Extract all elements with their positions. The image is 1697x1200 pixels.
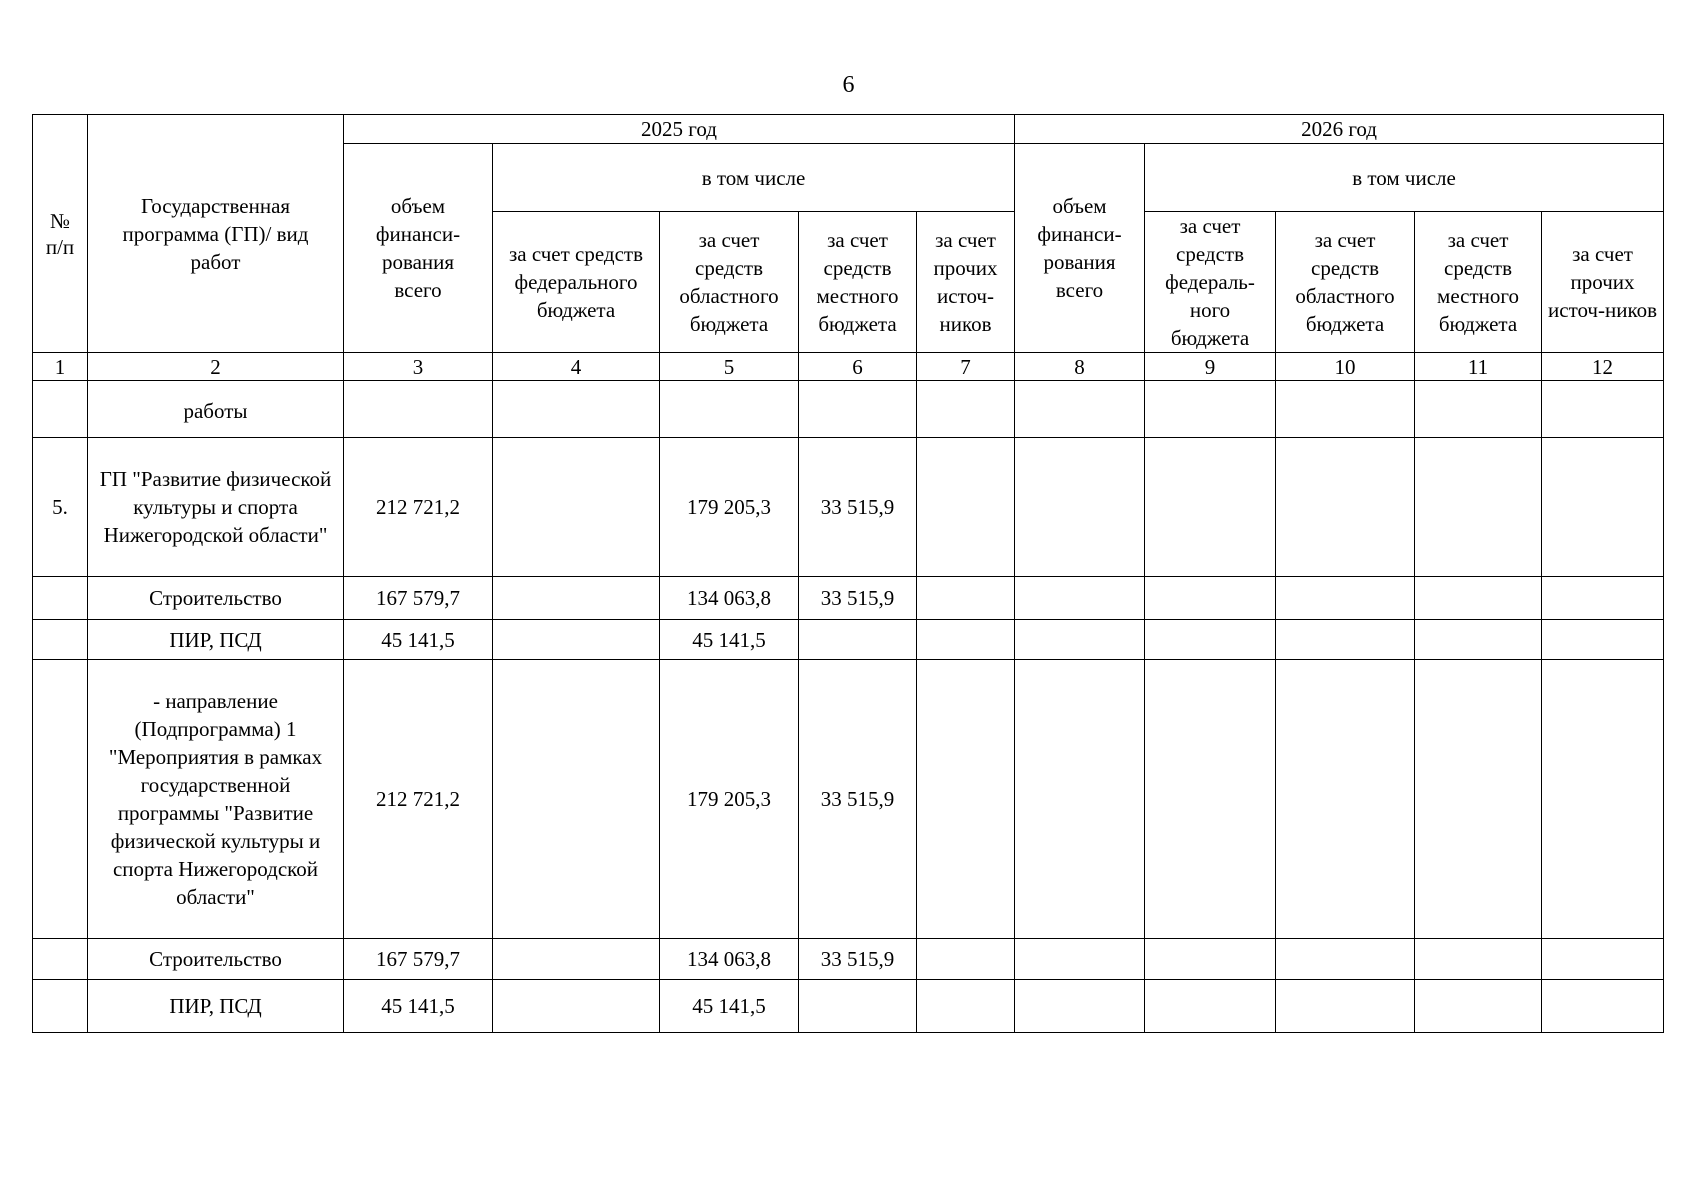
table-row [33, 381, 1664, 438]
cell-other-2026 [1542, 660, 1664, 939]
cell-federal-2026 [1145, 620, 1276, 660]
cell-regional-2025: 134 063,8 [660, 939, 799, 980]
cell-regional-2025: 134 063,8 [660, 577, 799, 620]
column-number: 3 [344, 353, 493, 381]
cell-federal-2025 [493, 438, 660, 577]
row-number [33, 939, 88, 980]
row-number [33, 381, 88, 438]
cell-other-2025 [917, 438, 1015, 577]
cell-federal-2026 [1145, 381, 1276, 438]
table-row [33, 939, 1664, 980]
cell-other-2026 [1542, 620, 1664, 660]
cell-federal-2026 [1145, 577, 1276, 620]
column-number: 6 [799, 353, 917, 381]
cell-regional-2026 [1276, 620, 1415, 660]
cell-local-2025: 33 515,9 [799, 577, 917, 620]
header-local-2026: за счет средств местного бюджета [1415, 212, 1542, 353]
cell-federal-2025 [493, 381, 660, 438]
cell-local-2026 [1415, 660, 1542, 939]
cell-regional-2026 [1276, 381, 1415, 438]
cell-local-2026 [1415, 980, 1542, 1033]
cell-total-2026 [1015, 939, 1145, 980]
header-local-2025: за счет средств местного бюджета [799, 212, 917, 353]
header-total-2025: объем финанси-рования всего [344, 144, 493, 353]
table-row [33, 438, 1664, 577]
column-number: 5 [660, 353, 799, 381]
row-number [33, 980, 88, 1033]
cell-other-2026 [1542, 939, 1664, 980]
cell-regional-2025: 45 141,5 [660, 980, 799, 1033]
cell-total-2026 [1015, 381, 1145, 438]
column-number-row [33, 353, 1664, 381]
cell-total-2026 [1015, 438, 1145, 577]
row-name: Строительство [88, 939, 344, 980]
cell-local-2025 [799, 381, 917, 438]
cell-regional-2026 [1276, 660, 1415, 939]
table-row [33, 577, 1664, 620]
row-name: ПИР, ПСД [88, 980, 344, 1033]
cell-total-2025: 167 579,7 [344, 577, 493, 620]
cell-total-2025: 45 141,5 [344, 980, 493, 1033]
cell-other-2026 [1542, 438, 1664, 577]
header-regional-2026: за счет средств областного бюджета [1276, 212, 1415, 353]
cell-local-2026 [1415, 620, 1542, 660]
column-number: 2 [88, 353, 344, 381]
cell-federal-2025 [493, 577, 660, 620]
cell-total-2026 [1015, 660, 1145, 939]
cell-total-2026 [1015, 980, 1145, 1033]
row-name: работы [88, 381, 344, 438]
header-total-2026: объем финанси-рования всего [1015, 144, 1145, 353]
cell-local-2025 [799, 980, 917, 1033]
cell-regional-2026 [1276, 438, 1415, 577]
header-including-2025: в том числе [493, 144, 1015, 212]
cell-local-2025: 33 515,9 [799, 660, 917, 939]
cell-total-2026 [1015, 620, 1145, 660]
table-row [33, 980, 1664, 1033]
header-other-2025: за счет прочих источ-ников [917, 212, 1015, 353]
cell-other-2025 [917, 620, 1015, 660]
financing-table [32, 114, 1664, 1033]
header-regional-2025: за счет средств областного бюджета [660, 212, 799, 353]
cell-total-2025: 212 721,2 [344, 660, 493, 939]
cell-other-2026 [1542, 980, 1664, 1033]
column-number: 10 [1276, 353, 1415, 381]
row-name: - направление (Подпрограмма) 1 "Мероприятия в рамках государственной программы "Развитие физической культуры и спорта Нижегородской области" [88, 660, 344, 939]
cell-local-2026 [1415, 939, 1542, 980]
header-program: Государственная программа (ГП)/ вид работ [88, 115, 344, 353]
header-other-2026: за счет прочих источ-ников [1542, 212, 1664, 353]
column-number: 8 [1015, 353, 1145, 381]
cell-local-2026 [1415, 438, 1542, 577]
header-year-2026: 2026 год [1015, 115, 1664, 144]
cell-regional-2025: 179 205,3 [660, 438, 799, 577]
table-row [33, 660, 1664, 939]
cell-total-2026 [1015, 577, 1145, 620]
cell-local-2025: 33 515,9 [799, 438, 917, 577]
header-federal-2025: за счет средств федерального бюджета [493, 212, 660, 353]
cell-federal-2025 [493, 939, 660, 980]
cell-local-2026 [1415, 577, 1542, 620]
cell-federal-2025 [493, 980, 660, 1033]
cell-other-2026 [1542, 577, 1664, 620]
cell-other-2025 [917, 939, 1015, 980]
cell-total-2025 [344, 381, 493, 438]
cell-regional-2025: 45 141,5 [660, 620, 799, 660]
column-number: 9 [1145, 353, 1276, 381]
cell-local-2025: 33 515,9 [799, 939, 917, 980]
row-name: ПИР, ПСД [88, 620, 344, 660]
cell-federal-2026 [1145, 660, 1276, 939]
cell-regional-2025: 179 205,3 [660, 660, 799, 939]
row-name: ГП "Развитие физической культуры и спорта Нижегородской области" [88, 438, 344, 577]
cell-regional-2025 [660, 381, 799, 438]
cell-federal-2025 [493, 620, 660, 660]
column-number: 12 [1542, 353, 1664, 381]
header-federal-2026: за счет средств федераль-ного бюджета [1145, 212, 1276, 353]
row-number [33, 620, 88, 660]
header-including-2026: в том числе [1145, 144, 1664, 212]
cell-federal-2026 [1145, 438, 1276, 577]
cell-other-2025 [917, 577, 1015, 620]
cell-other-2026 [1542, 381, 1664, 438]
cell-total-2025: 212 721,2 [344, 438, 493, 577]
page-number: 6 [842, 72, 855, 98]
cell-regional-2026 [1276, 939, 1415, 980]
cell-local-2025 [799, 620, 917, 660]
cell-other-2025 [917, 660, 1015, 939]
row-name: Строительство [88, 577, 344, 620]
header-year-2025: 2025 год [344, 115, 1015, 144]
row-number: 5. [33, 438, 88, 577]
cell-regional-2026 [1276, 980, 1415, 1033]
row-number [33, 660, 88, 939]
column-number: 1 [33, 353, 88, 381]
column-number: 11 [1415, 353, 1542, 381]
column-number: 4 [493, 353, 660, 381]
cell-total-2025: 45 141,5 [344, 620, 493, 660]
cell-federal-2025 [493, 660, 660, 939]
column-number: 7 [917, 353, 1015, 381]
cell-other-2025 [917, 381, 1015, 438]
row-number [33, 577, 88, 620]
table-row [33, 620, 1664, 660]
cell-regional-2026 [1276, 577, 1415, 620]
header-row-number: № п/п [33, 115, 88, 353]
cell-federal-2026 [1145, 939, 1276, 980]
cell-other-2025 [917, 980, 1015, 1033]
cell-local-2026 [1415, 381, 1542, 438]
cell-total-2025: 167 579,7 [344, 939, 493, 980]
cell-federal-2026 [1145, 980, 1276, 1033]
